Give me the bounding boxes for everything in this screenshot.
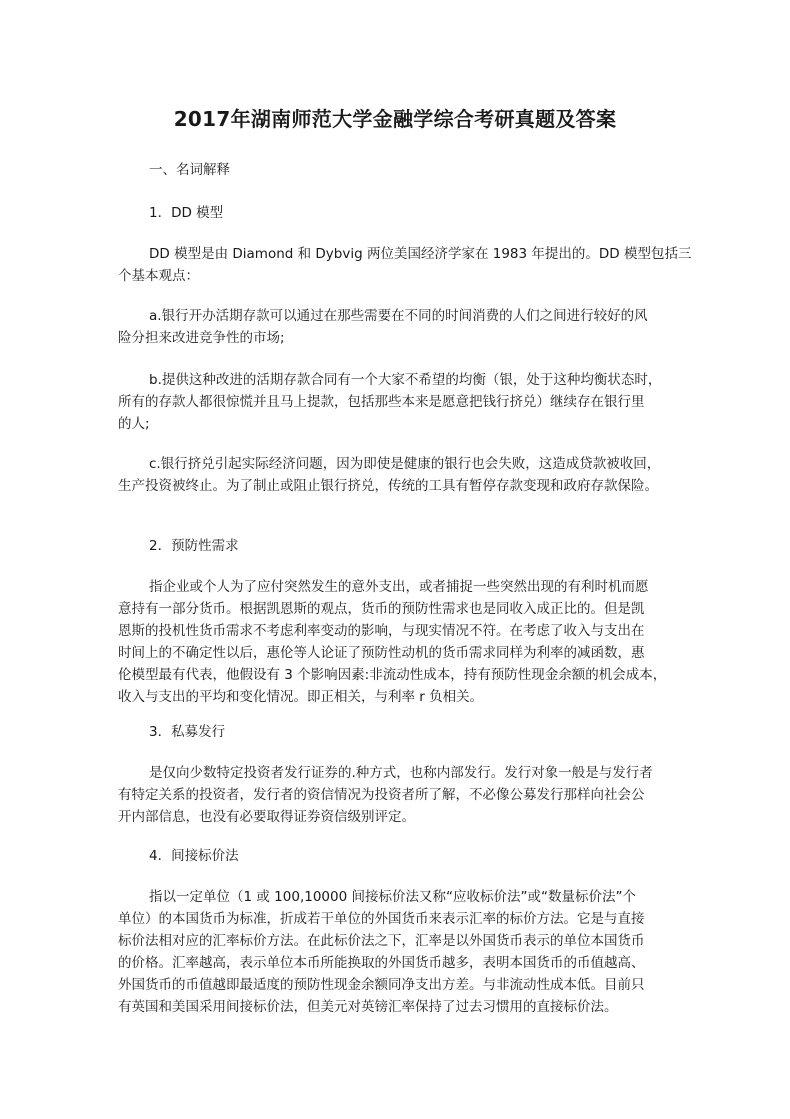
text-line: 恩斯的投机性货币需求不考虑利率变动的影响，与现实情况不符。在考虑了收入与支出在 bbox=[118, 623, 645, 639]
paragraph bbox=[118, 886, 674, 1018]
paragraph bbox=[118, 762, 674, 828]
text-line: DD 模型是由 Diamond 和 Dybvig 两位美国经济学家在 1983 年提出的。DD 模型包括三 bbox=[149, 246, 692, 262]
term-heading-private-placement: 3．私募发行 bbox=[149, 724, 226, 740]
text-line: 收入与支出的平均和变化情况。即正相关，与利率 r 负相关。 bbox=[118, 689, 484, 705]
section-heading: 一、名词解释 bbox=[149, 162, 230, 178]
text-line: a.银行开办活期存款可以通过在那些需要在不同的时间消费的人们之间进行较好的风 bbox=[149, 308, 648, 324]
paragraph bbox=[118, 453, 674, 497]
text-line: 是仅向少数特定投资者发行证券的.种方式，也称内部发行。发行对象一般是与发行者 bbox=[149, 765, 653, 781]
text-line: 生产投资被终止。为了制止或阻止银行挤兑，传统的工具有暂停存款变现和政府存款保险。 bbox=[118, 478, 658, 494]
text-line: c.银行挤兑引起实际经济问题，因为即使是健康的银行也会失败，这造成贷款被收回， bbox=[149, 456, 661, 472]
text-line: 有特定关系的投资者，发行者的资信情况为投资者所了解，不必像公募发行那样向社会公 bbox=[118, 787, 645, 803]
text-line: 伦模型最有代表，他假设有 3 个影响因素:非流动性成本，持有预防性现金余额的机会成本， bbox=[118, 667, 667, 683]
text-line: 有英国和美国采用间接标价法，但美元对英镑汇率保持了过去习惯用的直接标价法。 bbox=[118, 999, 618, 1015]
text-line: 时间上的不确定性以后，惠伦等人论证了预防性动机的货币需求同样为利率的减函数，惠 bbox=[118, 645, 645, 661]
text-line: 标价法相对应的汇率标价方法。在此标价法之下，汇率是以外国货币表示的单位本国货币 bbox=[118, 933, 645, 949]
text-line: 单位）的本国货币为标准，折成若干单位的外国货币来表示汇率的标价方法。它是与直接 bbox=[118, 911, 645, 927]
document-title: 2017年湖南师范大学金融学综合考研真题及答案 bbox=[173, 107, 617, 131]
paragraph bbox=[118, 369, 674, 435]
text-line: 个基本观点： bbox=[118, 268, 199, 284]
paragraph bbox=[118, 576, 674, 708]
paragraph bbox=[118, 243, 692, 287]
text-line: 开内部信息，也没有必要取得证券资信级别评定。 bbox=[118, 809, 415, 825]
text-line: 的价格。汇率越高，表示单位本币所能换取的外国货币越多，表明本国货币的币值越高、 bbox=[118, 955, 645, 971]
text-line: 指以一定单位（1 或 100,10000 间接标价法又称“应收标价法”或“数量标价法”个 bbox=[149, 889, 636, 905]
text-line: 外国货币的币值越即最适度的预防性现金余额同净支出方差。与非流动性成本低。目前只 bbox=[118, 977, 645, 993]
text-line: 意持有一部分货币。根据凯恩斯的观点，货币的预防性需求也是同收入成正比的。但是凯 bbox=[118, 601, 645, 617]
text-line: 的人; bbox=[118, 416, 150, 432]
text-line: b.提供这种改进的活期存款合同有一个大家不希望的均衡（银，处于这种均衡状态时， bbox=[149, 372, 662, 388]
term-heading-dd-model: 1．DD 模型 bbox=[149, 205, 224, 221]
text-line: 所有的存款人都很惊慌并且马上提款，包括那些本来是愿意把钱行挤兑）继续存在银行里 bbox=[118, 394, 645, 410]
text-line: 险分担来改进竞争性的市场; bbox=[118, 330, 285, 346]
text-line: 指企业或个人为了应付突然发生的意外支出，或者捕捉一些突然出现的有利时机而愿 bbox=[149, 579, 649, 595]
paragraph bbox=[118, 305, 674, 349]
term-heading-precautionary-demand: 2．预防性需求 bbox=[149, 538, 239, 554]
term-heading-indirect-quotation: 4．间接标价法 bbox=[149, 848, 239, 864]
